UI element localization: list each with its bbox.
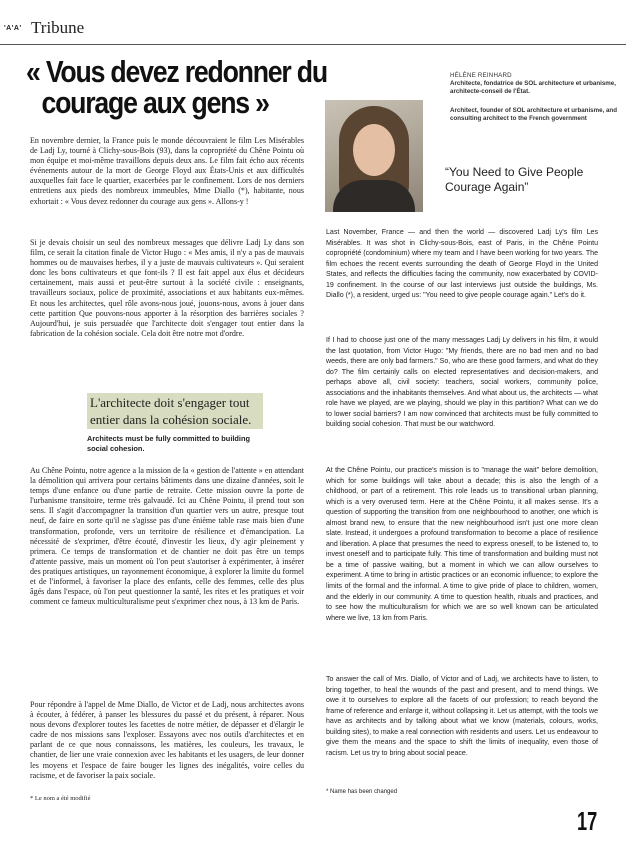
- author-portrait: [325, 100, 423, 212]
- english-paragraph-3: At the Chêne Pointu, our practice's mission is to "manage the wait" before demolition, which for some buildings will take about a decade; this is also the length of a childhood, or part of a retirement. This role leads us to transitional urban planning, which is a very overused term. Here at the Chêne Pointu, it all makes sense. It's a question of supporting the transition from one neighbourhood to another, one which is almost brand new, to ensure that the new neighbourhood isn't just one more clean slate. Instead, it undergoes a profound transformation to become a place of resilience and liberation. A place that presumes the need to express oneself, to be listened to, to invest oneself and to participate fully. This time of transformation and building must not be a time of passive waiting, but a moment in which we can allow ourselves to experiment. A time to bring in artistic practices or an economic influence; to explore the limits of the formal and the informal. A time to give pride of place to children, women, and the elderly in our community. A time to question health, rituals and practices, and to see how the multiculturalism for which we are so well known can be articulated where we live, 13 km from Paris.: [326, 467, 598, 622]
- english-paragraph-4: To answer the call of Mrs. Diallo, of Victor and of Ladj, we architects have to listen, to bring together, to heal the wounds of the past and present, and to mend things. We owe it to ourselves to explore all the facets of our profession; to reach beyond the frame of reference and enlarge it, without collapsing it. Let us attempt, with the tools we have as architects and by talking about what we know (materials, colours, works, building sites), to make a real connection with residents and users. Let us endeavour to give them the means and the space to shift the limits of inequality, even those of racism. Let us try to bring about social peace.: [326, 676, 598, 757]
- english-footnote: * Name has been changed: [326, 789, 398, 795]
- headline: [26, 54, 327, 120]
- pull-quote: L'architecte doit s'engager tout entier dans la cohésion sociale.: [87, 393, 263, 429]
- french-paragraph-1: En novembre dernier, la France puis le monde découvraient le film Les Misérables de Ladj Ly, tourné à Clichy-sous-Bois (93), dans la copropriété du Chêne Pointu où mon équipe et moi-même travaillons depuis deux ans. Le film fait écho aux récents événements autour de la mort de George Floyd aux États-Unis et aux difficultés auxquelles fait face le quartier, exacerbées par le confinement. Lors de nos derniers entretiens aux pieds des nombreux immeubles, Mme Diallo (*), habitante, nous exhortait : « Vous devez redonner du courage aux gens ». Allons-y !: [30, 136, 304, 206]
- french-paragraph-2: Si je devais choisir un seul des nombreux messages que délivre Ladj Ly dans son film, ce serait la citation finale de Victor Hugo : « Mes amis, il n'y a pas de mauvais hommes ou de mauvaises herbes, il y a juste de mauvais cultivateurs ». Qui seraient donc les bons cultivateurs et que font-ils ? Il est fait appel aux élus et décideurs certainement, mais aussi et peut-être surtout à la société civile : enseignants, travailleurs sociaux, police de proximité, associations et aux habitants eux-mêmes. Et nous les architectes, quel rôle avons-nous joué, jouons-nous, avons à jouer dans cette partition Que pouvons-nous apporter à la résorption des barrières sociales ? Aujourd'hui, je suis persuadée que l'architecte doit s'engager tout entier dans la fabrication de la cohésion sociale. Cela doit être notre mot d'ordre.: [30, 238, 304, 338]
- english-title: “You Need to Give People Courage Again”: [445, 165, 584, 194]
- headline-line-2: courage aux gens »: [41, 85, 269, 120]
- english-paragraph-1: Last November, France — and then the world — discovered Ladj Ly's film Les Misérables. It was shot in Clichy-sous-Bois, east of Paris, in the Chêne Pointu copropriété (condominium) where my team and I have been working for two years. The film echoes the recent events surrounding the death of George Floyd in the United States, and reflects the difficulties facing the community, now exacerbated by COVID-19 confinement. In the course of our last interviews just outside the buildings, Ms. Diallo (*), a resident, urged us: "You need to give people courage again." Let's do it.: [326, 229, 598, 300]
- author-bio-english: Architect, founder of SOL architecture et urbanisme, and consulting architect to the French government: [450, 107, 617, 122]
- page-number: 17: [577, 806, 598, 836]
- author-bio-french: Architecte, fondatrice de SOL architecture et urbanisme, architecte-conseil de l'État.: [450, 80, 616, 95]
- french-paragraph-4: Pour répondre à l'appel de Mme Diallo, de Victor et de Ladj, nous architectes avons à écouter, à fédérer, à panser les blessures du passé et du présent, à réparer. Nous nous devons d'explorer toutes les facettes de notre métier, de dépasser et d'élargir le cadre de nos missions sans l'exploser. Essayons avec nos outils d'architectes et en parlant de ce que nous connaissons, les matières, les couleurs, les travaux, le chantier, de lier une vraie connexion avec les habitants et les usagers, de leur donner les moyens et l'espace de faire bouger les lignes des inégalités, voire celles du racisme, et de favoriser la paix sociale.: [30, 700, 304, 780]
- french-footnote: * Le nom a été modifié: [30, 795, 91, 802]
- magazine-logo: 'A'A': [4, 25, 22, 32]
- english-paragraph-2: If I had to choose just one of the many messages Ladj Ly delivers in his film, it would the last quotation, from Victor Hugo: "My friends, there are no bad men and no bad weeds, there are only bad farmers." So, who are these good farmers, and what do they do? The film certainly calls on elected representatives and decision-makers, and perhaps above all, civil society: teachers, social workers, community police, associations and the inhabitants themselves. And what about us, the architects — what role have we played, are we playing, should we play in this partition? What can we do to lower social barriers? I am now convinced that architects must be fully committed to building social cohesion. That must be our watchword.: [326, 337, 598, 429]
- french-paragraph-3: Au Chêne Pointu, notre agence a la mission de la « gestion de l'attente » en attendant la démolition qui arrivera pour certains bâtiments dans une dizaine d'années, soit le temps d'une enfance ou d'une partie de retraite. Cette mission ouvre la porte de l'urbanisme transitoire, terme très galvaudé. Ici au Chêne Pointu, il prend tout son sens. Il s'agit d'accompagner la transition d'un quartier vers un autre, presque tout neuf, de faire en sorte qu'il ne s'agisse pas d'une énième table rase mais bien d'une transformation, profonde, vers un territoire de résilience et d'émancipation. La nécessité de s'exprimer, d'être écouté, d'investir les lieux, d'y agir pleinement y primera. Ce temps de transformation et de chantier ne doit pas être un temps d'attente passive, mais un moment où l'on peut s'autoriser à expérimenter, à insérer des pratiques artistiques, un rayonnement économique, à explorer la limite du formel et de l'informel, à favoriser la place des enfants, celle des femmes, celle des plus âgés dans l'espace, où l'on peut questionner la santé, les rites et les pratiques et voir comment ce fameux multiculturalisme peut s'exprimer chez nous, à 13 km de Paris.: [30, 466, 304, 607]
- headline-line-1: « Vous devez redonner du: [26, 54, 327, 89]
- pull-quote-english: Architects must be fully committed to building social cohesion.: [87, 434, 251, 453]
- author-name: HÉLÈNE REINHARD: [450, 72, 512, 79]
- section-title: Tribune: [31, 18, 85, 37]
- header-divider: [0, 44, 626, 45]
